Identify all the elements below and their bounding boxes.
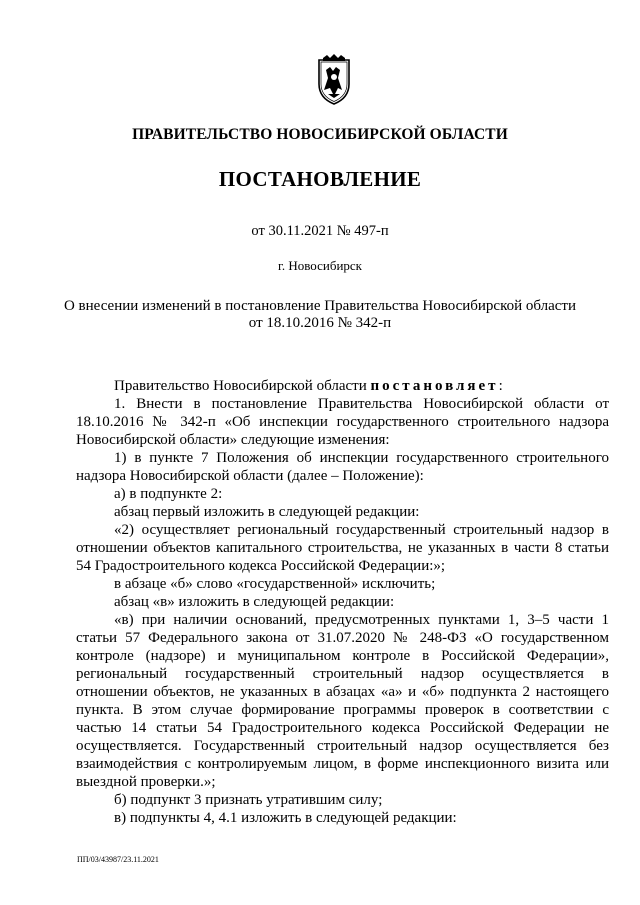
body-paragraph: 1. Внести в постановление Правительства Новосибирской области от 18.10.2016 № 342-п «Об инспекции государственного строительного надзора Новосибирской области» следующие изменения: [76,396,609,448]
document-number: от 30.11.2021 № 497-п [251,223,389,239]
body-intro [76,377,609,395]
document-body [76,377,609,827]
intro-text: Правительство Новосибирской области [114,378,371,394]
body-paragraph: б) подпункт 3 признать утратившим силу; [114,792,383,808]
document-subject [0,298,640,332]
subject-line-2: от 18.10.2016 № 342-п [248,315,392,331]
intro-colon: : [498,378,503,394]
body-paragraph: «в) при наличии оснований, предусмотренных пунктами 1, 3–5 части 1 статьи 57 Федерального закона от 31.07.2020 № 248-ФЗ «О государственном контроле (надзоре) и муниципальном контроле в Российской Федерации», региональный государственный строительный надзор осуществляется в отношении объектов, не указанных в абзацах «а» и «б» подпункта 2 настоящего пункта. В этом случае формирование программы проверок в соответствии с частью 14 статьи 54 Градостроительного кодекса Российской Федерации не осуществляется. Государственный строительный надзор осуществляется без взаимодействия с контролируемым лицом, в форме инспекционного визита или выездной проверки.»; [76,612,609,790]
document-footer-code: ПП/03/43987/23.11.2021 [77,855,159,864]
organization-title: ПРАВИТЕЛЬСТВО НОВОСИБИРСКОЙ ОБЛАСТИ [132,126,508,143]
body-paragraph: в абзаце «б» слово «государственной» исключить; [114,576,436,592]
body-paragraph: а) в подпункте 2: [114,486,223,502]
subject-line-1: О внесении изменений в постановление Правительства Новосибирской области [63,298,577,314]
body-paragraph: абзац «в» изложить в следующей редакции: [114,594,395,610]
coat-of-arms-icon [313,54,355,106]
body-paragraph: «2) осуществляет региональный государственный строительный надзор в отношении объектов капитального строительства, не указанных в части 8 статьи 54 Градостроительного кодекса Российской Федерации:»; [76,522,609,574]
intro-spaced-verb: постановляет [370,378,499,394]
body-paragraph: 1) в пункте 7 Положения об инспекции государственного строительного надзора Новосибирской области (далее – Положение): [76,450,609,484]
document-type-heading: ПОСТАНОВЛЕНИЕ [218,167,422,191]
body-paragraph: абзац первый изложить в следующей редакции: [114,504,420,520]
body-paragraph: в) подпункты 4, 4.1 изложить в следующей редакции: [114,810,457,826]
document-place: г. Новосибирск [277,258,362,273]
